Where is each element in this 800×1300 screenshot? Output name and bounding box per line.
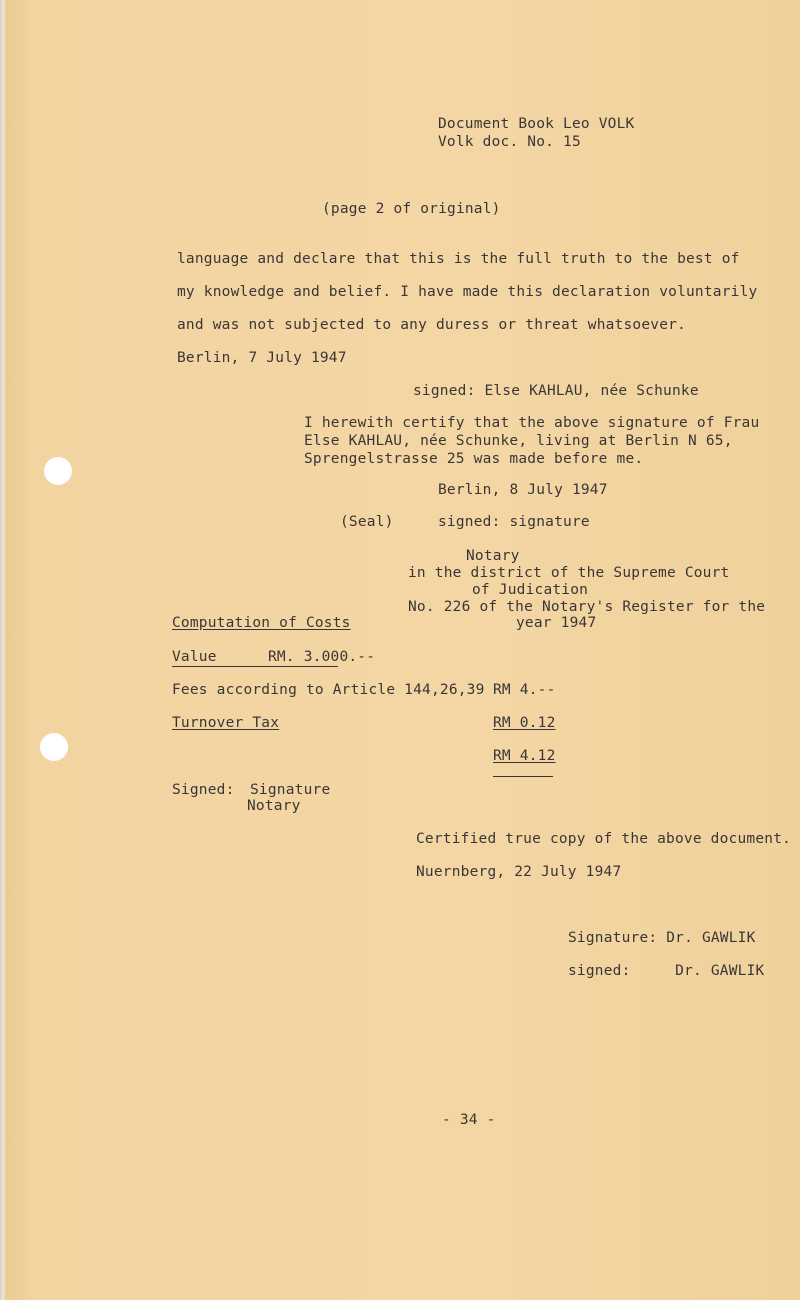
total-rule [493, 776, 553, 777]
costs-heading: Computation of Costs [172, 615, 351, 631]
value-underline [172, 666, 338, 667]
final-signature: Signature: Dr. GAWLIK [568, 930, 756, 946]
final-signed: signed: Dr. GAWLIK [568, 963, 765, 979]
costs-fees-amount: RM 4.-- [493, 682, 556, 698]
costs-fees-label: Fees according to Article 144,26,39 [172, 682, 485, 698]
certification-line-2: Else KAHLAU, née Schunke, living at Berlin N 65, [304, 433, 733, 449]
page-note: (page 2 of original) [322, 201, 501, 217]
costs-value-amount: RM. 3.000.-- [268, 649, 376, 665]
paper-edge [0, 0, 6, 1300]
costs-tax-amount: RM 0.12 [493, 715, 556, 731]
notary-title-3: of Judication [472, 582, 589, 598]
notary-signed: signed: signature [438, 514, 590, 530]
certification-line-3: Sprengelstrasse 25 was made before me. [304, 451, 644, 467]
costs-total-amount: RM 4.12 [493, 748, 556, 764]
certified-place-date: Nuernberg, 22 July 1947 [416, 864, 622, 880]
seal-mark: (Seal) [340, 514, 394, 530]
notary-title-1: Notary [466, 548, 520, 564]
place-date: Berlin, 7 July 1947 [177, 350, 347, 366]
costs-signed-title: Notary [247, 798, 301, 814]
body-line-2: my knowledge and belief. I have made this declaration voluntarily [177, 284, 758, 300]
header-doc-number: Volk doc. No. 15 [438, 134, 581, 150]
page-number: - 34 - [442, 1112, 496, 1128]
costs-tax-label: Turnover Tax [172, 715, 280, 731]
notary-title-2: in the district of the Supreme Court [408, 565, 730, 581]
body-line-3: and was not subjected to any duress or threat whatsoever. [177, 317, 686, 333]
notary-place-date: Berlin, 8 July 1947 [438, 482, 608, 498]
certified-copy: Certified true copy of the above document. [416, 831, 792, 847]
header-doc-book: Document Book Leo VOLK [438, 116, 635, 132]
punch-hole-top [44, 457, 72, 485]
costs-signed-name: Signature [250, 782, 331, 798]
punch-hole-bottom [40, 733, 68, 761]
notary-title-4: No. 226 of the Notary's Register for the [408, 599, 766, 615]
body-line-1: language and declare that this is the full truth to the best of [177, 251, 740, 267]
signed-affiant: signed: Else KAHLAU, née Schunke [413, 383, 699, 399]
costs-value-label: Value [172, 649, 217, 665]
costs-signed-label: Signed: [172, 782, 235, 798]
certification-line-1: I herewith certify that the above signature of Frau [304, 415, 760, 431]
notary-title-5: year 1947 [516, 615, 597, 631]
